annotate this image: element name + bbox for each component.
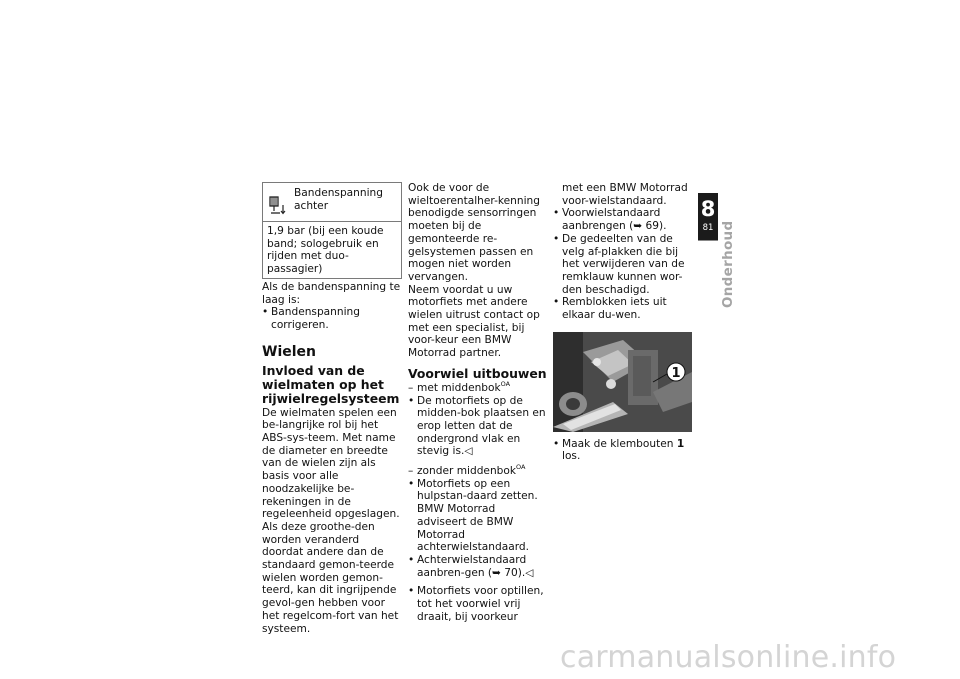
bullet-mark: • [408,394,415,407]
condition-text: zonder middenbok [417,465,517,478]
list-item-text: Achterwielstandaard aanbren-gen (➥ 70).◁ [417,553,534,579]
list-item [408,478,548,554]
condition-without-centerstand [408,465,548,478]
list-item [553,233,693,297]
option-sup: OA [500,379,511,388]
bullet-mark: • [408,553,415,566]
tire-pressure-spec-box [262,182,402,279]
specialist-paragraph: Neem voordat u uw motorfiets met andere wielen uitrust contact op met een specialist, bij voor-keur een BMW Motorrad partner. [408,283,540,360]
subsection-heading: Invloed van de wielmaten op het rijwielregelsysteem [262,362,400,406]
photo-callout-label: 1 [671,365,681,381]
section-heading-wielen: Wielen [262,343,316,360]
bullet-mark: • [553,296,560,309]
low-pressure-text: Als de bandenspanning te laag is: [262,280,401,306]
bullet-mark: • [408,477,415,490]
list-item [553,438,693,463]
condition-with-centerstand [408,379,548,395]
option-sup: OA [516,463,526,472]
bullet-mark: • [553,232,560,245]
list-item [408,585,548,623]
spec-title: Bandenspanning achter [294,187,383,212]
list-item-text: Maak de klembouten 1 los. [562,437,685,463]
brake-caliper-photo [553,332,692,432]
bullet-mark: • [408,585,415,598]
spec-header [263,183,401,221]
chapter-number: 8 [700,197,716,221]
list-item-text: Motorfiets op een hulpstan-daard zetten. BMW Motorrad adviseert de BMW Motorrad achterwielstandaard. [417,477,538,554]
sensor-ring-paragraph: Ook de voor de wieltoerentalher-kenning benodigde sensorringen moeten bij de gemonteerde re-gelsystemen passen en mogen niet worden vervangen. [408,182,540,283]
watermark: carmanualsonline.info [560,640,897,675]
list-item-text: Motorfiets voor optillen, tot het voorwiel vrij draait, bij voorkeur [417,585,544,623]
page-number: 81 [702,223,714,233]
chapter-badge [698,193,718,241]
column-middle [408,182,548,624]
list-item [553,207,693,232]
dash-mark: – [408,381,414,394]
column-left [262,182,402,635]
spec-value: 1,9 bar (bij een koude band; sologebruik en rijden met duo-passagier) [263,221,401,278]
list-item [262,306,402,331]
chapter-name: Onderhoud [720,220,736,308]
list-item-text: Remblokken iets uit elkaar du-wen. [562,296,667,322]
wheel-size-paragraph: De wielmaten spelen een be-langrijke rol bij het ABS-sys-teem. Met name de diameter en breedte van de wielen zijn als basis voor alle noodzakelijke be-rekeningen in de regeleenheid opgeslagen. Als deze groothe-den worden veranderd doordat andere dan de standaard gemon-teerde wielen worden gemon-teerd, kan dit ingrijpende gevol-gen hebben voor het regelcom-fort van het systeem. [262,406,400,635]
list-item-text: Voorwielstandaard aanbrengen (➥ 69). [562,207,667,233]
list-item-text: Bandenspanning corrigeren. [271,306,360,331]
list-item-text: De motorfiets op de midden-bok plaatsen en erop letten dat de ondergrond vlak en stevig is.◁ [417,394,546,458]
bullet-mark: • [553,207,560,220]
bullet-mark: • [262,306,269,319]
continued-text: met een BMW Motorrad voor-wielstandaard. [562,182,688,207]
list-item-text: De gedeelten van de velg af-plakken die bij het verwijderen van de remklauw kunnen wor-den beschadigd. [562,232,685,296]
list-item [553,296,693,321]
list-item [408,554,548,579]
tire-pressure-icon [268,193,290,217]
column-right [553,182,693,463]
dash-mark: – [408,465,414,478]
list-item [408,395,548,459]
section-heading-voorwiel: Voorwiel uitbouwen [408,365,547,381]
bullet-mark: • [553,437,560,450]
condition-text: met middenbok [417,381,501,394]
